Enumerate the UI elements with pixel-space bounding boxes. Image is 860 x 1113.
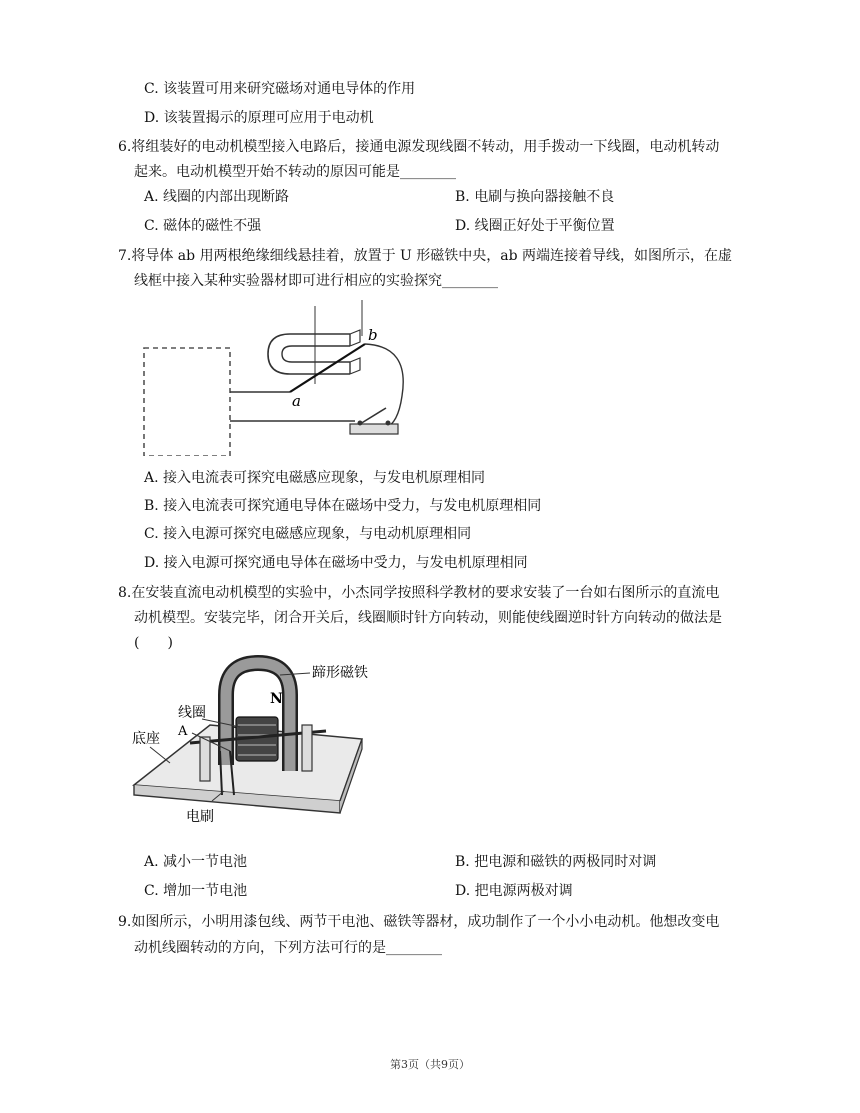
conductor-ab [290,344,365,392]
q7-stem-line-1 [118,246,732,266]
question-text: 将导体 ab 用两根绝缘细线悬挂着，放置于 U 形磁铁中央，ab 两端连接着导线，如图所示，在虚 [131,248,733,264]
q6-stem-line-1 [118,137,719,157]
q6-option-c [144,216,261,236]
q9-stem-line-2: 动机线圈转动的方向，下列方法可行的是________ [134,940,442,956]
option-text: 电刷与换向器接触不良 [474,189,615,205]
option-letter: D. [144,110,160,126]
q8-option-d [455,881,573,901]
q7-option-c [144,524,471,544]
label-brush: 电刷 [186,809,214,825]
question-number: 9. [118,914,132,930]
q8-option-c [144,881,247,901]
question-text: 如图所示，小明用漆包线、两节干电池、磁铁等器材，成功制作了一个小小电动机。他想改变电 [131,914,720,930]
q5-option-d [144,108,374,128]
option-letter: B. [144,498,159,514]
question-number: 7. [118,248,132,264]
question-number: 6. [118,139,132,155]
option-text: 该装置揭示的原理可应用于电动机 [163,110,374,126]
option-text: 接入电流表可探究通电导体在磁场中受力，与发电机原理相同 [163,498,542,514]
option-letter: A. [144,189,159,205]
label-a: A [178,724,188,739]
option-letter: C. [144,81,159,97]
option-text: 减小一节电池 [163,854,248,870]
support-left [200,737,210,781]
label-base: 底座 [132,731,160,747]
option-text: 磁体的磁性不强 [163,218,262,234]
q7-option-d [144,553,528,573]
label-a: a [292,392,301,410]
question-text: 在安装直流电动机模型的实验中，小杰同学按照科学教材的要求安装了一台如右图所示的直流电 [131,585,720,601]
option-letter: A. [144,854,159,870]
option-letter: D. [144,555,160,571]
q7-figure-magnet-setup [140,296,430,456]
q8-option-a [144,852,247,872]
option-text: 把电源和磁铁的两极同时对调 [474,854,657,870]
q7-stem-line-2: 线框中接入某种实验器材即可进行相应的实验探究________ [134,273,498,289]
q6-stem-line-2: 起来。电动机模型开始不转动的原因可能是________ [134,164,456,180]
q8-stem-line-3: ( ) [134,635,173,651]
q8-figure-dc-motor [130,655,380,830]
option-letter: C. [144,883,159,899]
q6-option-d [455,216,615,236]
option-text: 接入电源可探究电磁感应现象，与电动机原理相同 [163,526,472,542]
u-magnet-outer [268,334,350,374]
option-text: 线圈的内部出现断路 [163,189,290,205]
option-text: 线圈正好处于平衡位置 [474,218,615,234]
q8-option-b [455,852,656,872]
option-text: 接入电源可探究通电导体在磁场中受力，与发电机原理相同 [163,555,528,571]
page-footer: 第3页（共9页） [390,1058,470,1071]
option-text: 把电源两极对调 [474,883,573,899]
question-text: 将组装好的电动机模型接入电路后，接通电源发现线圈不转动，用手拨动一下线圈，电动机转动 [131,139,720,155]
option-letter: B. [455,854,470,870]
label-n-pole: N [270,691,283,707]
wire-right-loop [365,344,403,428]
option-letter: C. [144,218,159,234]
q6-option-a [144,187,289,207]
option-text: 增加一节电池 [163,883,248,899]
option-letter: B. [455,189,470,205]
question-number: 8. [118,585,132,601]
q5-option-c [144,79,415,99]
option-letter: D. [455,883,471,899]
switch-base [350,424,398,434]
q7-option-a [144,468,485,488]
label-magnet: 蹄形磁铁 [312,665,368,681]
option-letter: A. [144,470,159,486]
support-right [302,725,312,771]
q8-stem-line-1 [118,583,719,603]
q9-stem-line-1 [118,912,719,932]
label-coil: 线圈 [178,705,206,721]
option-letter: C. [144,526,159,542]
q7-option-b [144,496,541,516]
option-text: 接入电流表可探究电磁感应现象，与发电机原理相同 [163,470,486,486]
q8-stem-line-2: 动机模型。安装完毕，闭合开关后，线圈顺时针方向转动，则能使线圈逆时针方向转动的做法是 [134,610,722,626]
q6-option-b [455,187,614,207]
dashed-box [144,348,230,456]
switch-lever [360,408,386,424]
option-letter: D. [455,218,471,234]
label-b: b [368,326,378,344]
option-text: 该装置可用来研究磁场对通电导体的作用 [163,81,416,97]
